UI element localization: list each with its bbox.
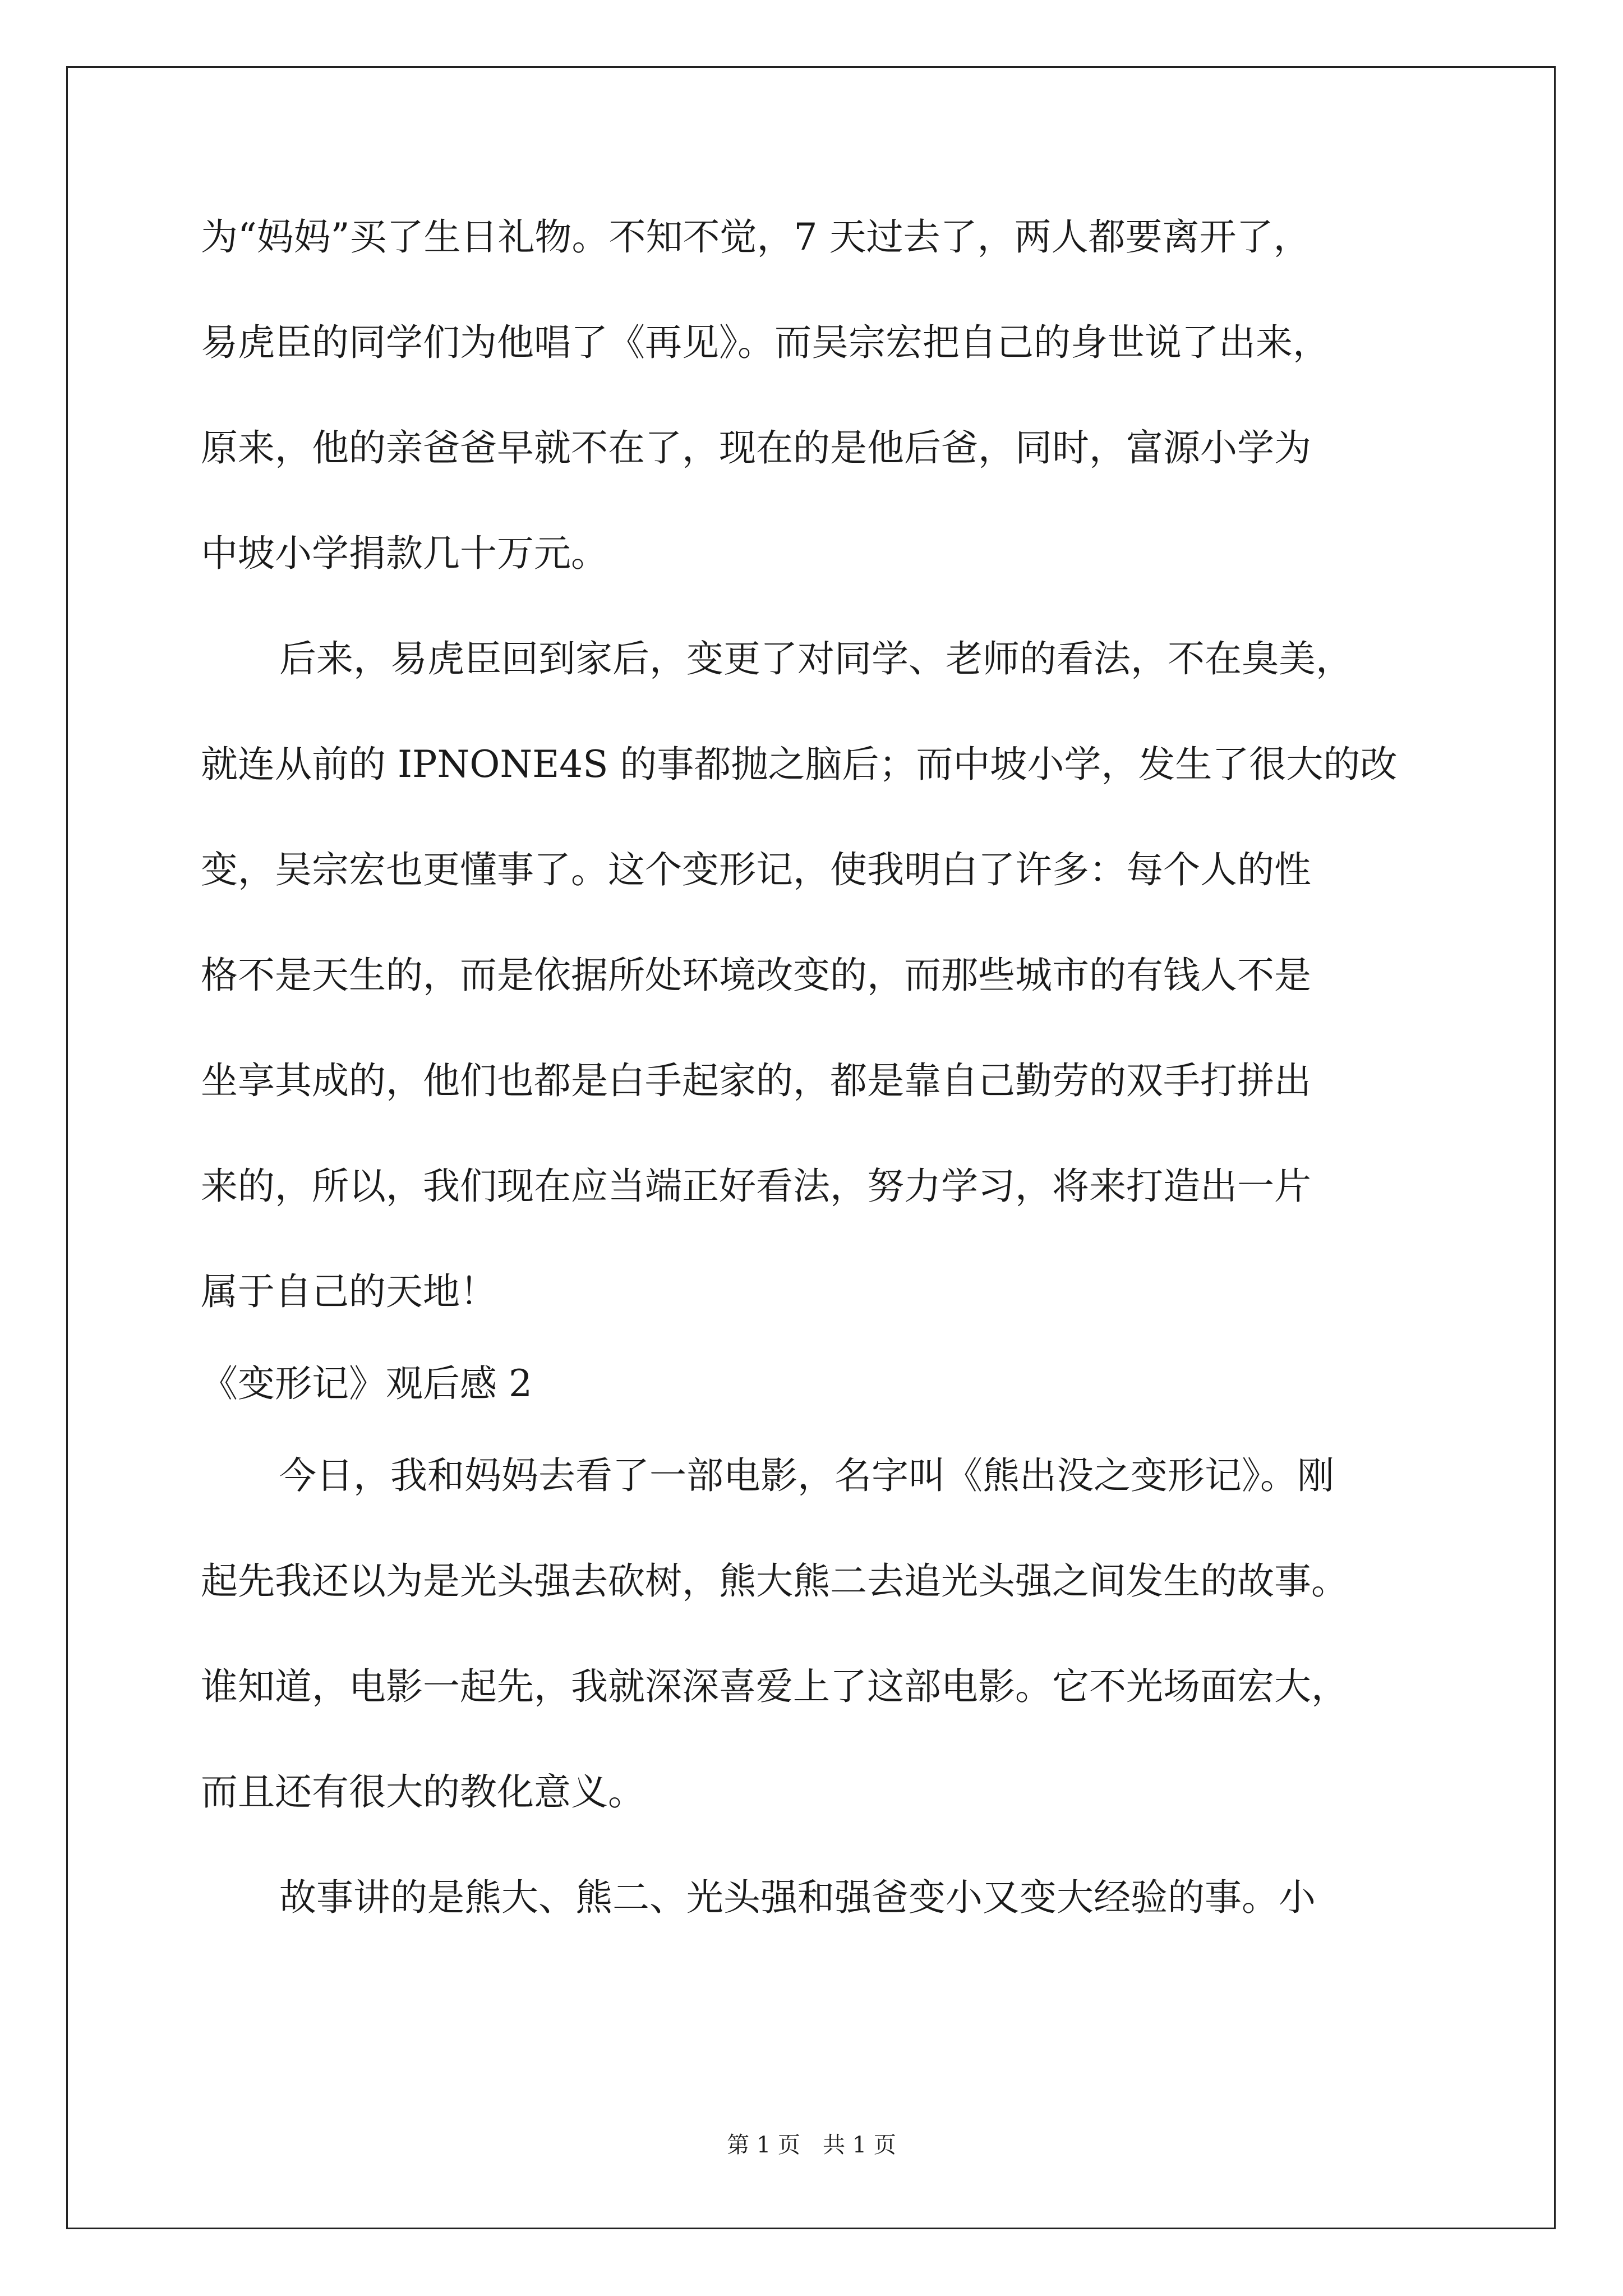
text-line: 坐享其成的，他们也都是白手起家的，都是靠自己勤劳的双手打拼出 — [201, 1059, 1311, 1102]
text-line: 后来，易虎臣回到家后，变更了对同学、老师的看法，不在臭美， — [279, 637, 1353, 680]
text-line: 而且还有很大的教化意义。 — [201, 1770, 645, 1814]
text-line: 来的，所以，我们现在应当端正好看法，努力学习，将来打造出一片 — [201, 1165, 1311, 1208]
text-line: 为“妈妈”买了生日礼物。不知不觉，7 天过去了，两人都要离开了， — [201, 215, 1311, 259]
text-line: 原来，他的亲爸爸早就不在了，现在的是他后爸，同时，富源小学为 — [201, 426, 1311, 470]
text-line: 格不是天生的，而是依据所处环境改变的，而那些城市的有钱人不是 — [201, 954, 1311, 997]
page-footer — [0, 2132, 1623, 2159]
text-line: 今日，我和妈妈去看了一部电影，名字叫《熊出没之变形记》。刚 — [279, 1454, 1334, 1497]
text-line: 中坡小学捐款几十万元。 — [201, 532, 608, 575]
page-total: 共 1 页 — [823, 2132, 896, 2158]
text-line: 属于自己的天地！ — [201, 1270, 497, 1313]
text-line: 变，吴宗宏也更懂事了。这个变形记，使我明白了许多：每个人的性 — [201, 848, 1311, 891]
document-body — [201, 215, 1435, 1985]
section-heading: 《变形记》观后感 2 — [201, 1362, 532, 1405]
text-line: 故事讲的是熊大、熊二、光头强和强爸变小又变大经验的事。小 — [279, 1876, 1316, 1919]
text-line: 易虎臣的同学们为他唱了《再见》。而吴宗宏把自己的身世说了出来， — [201, 321, 1330, 364]
text-line: 谁知道，电影一起先，我就深深喜爱上了这部电影。它不光场面宏大， — [201, 1665, 1348, 1708]
text-line: 起先我还以为是光头强去砍树，熊大熊二去追光头强之间发生的故事。 — [201, 1559, 1348, 1603]
text-line: 就连从前的 IPNONE4S 的事都抛之脑后；而中坡小学，发生了很大的改 — [201, 743, 1398, 786]
page-number: 第 1 页 — [727, 2132, 800, 2158]
